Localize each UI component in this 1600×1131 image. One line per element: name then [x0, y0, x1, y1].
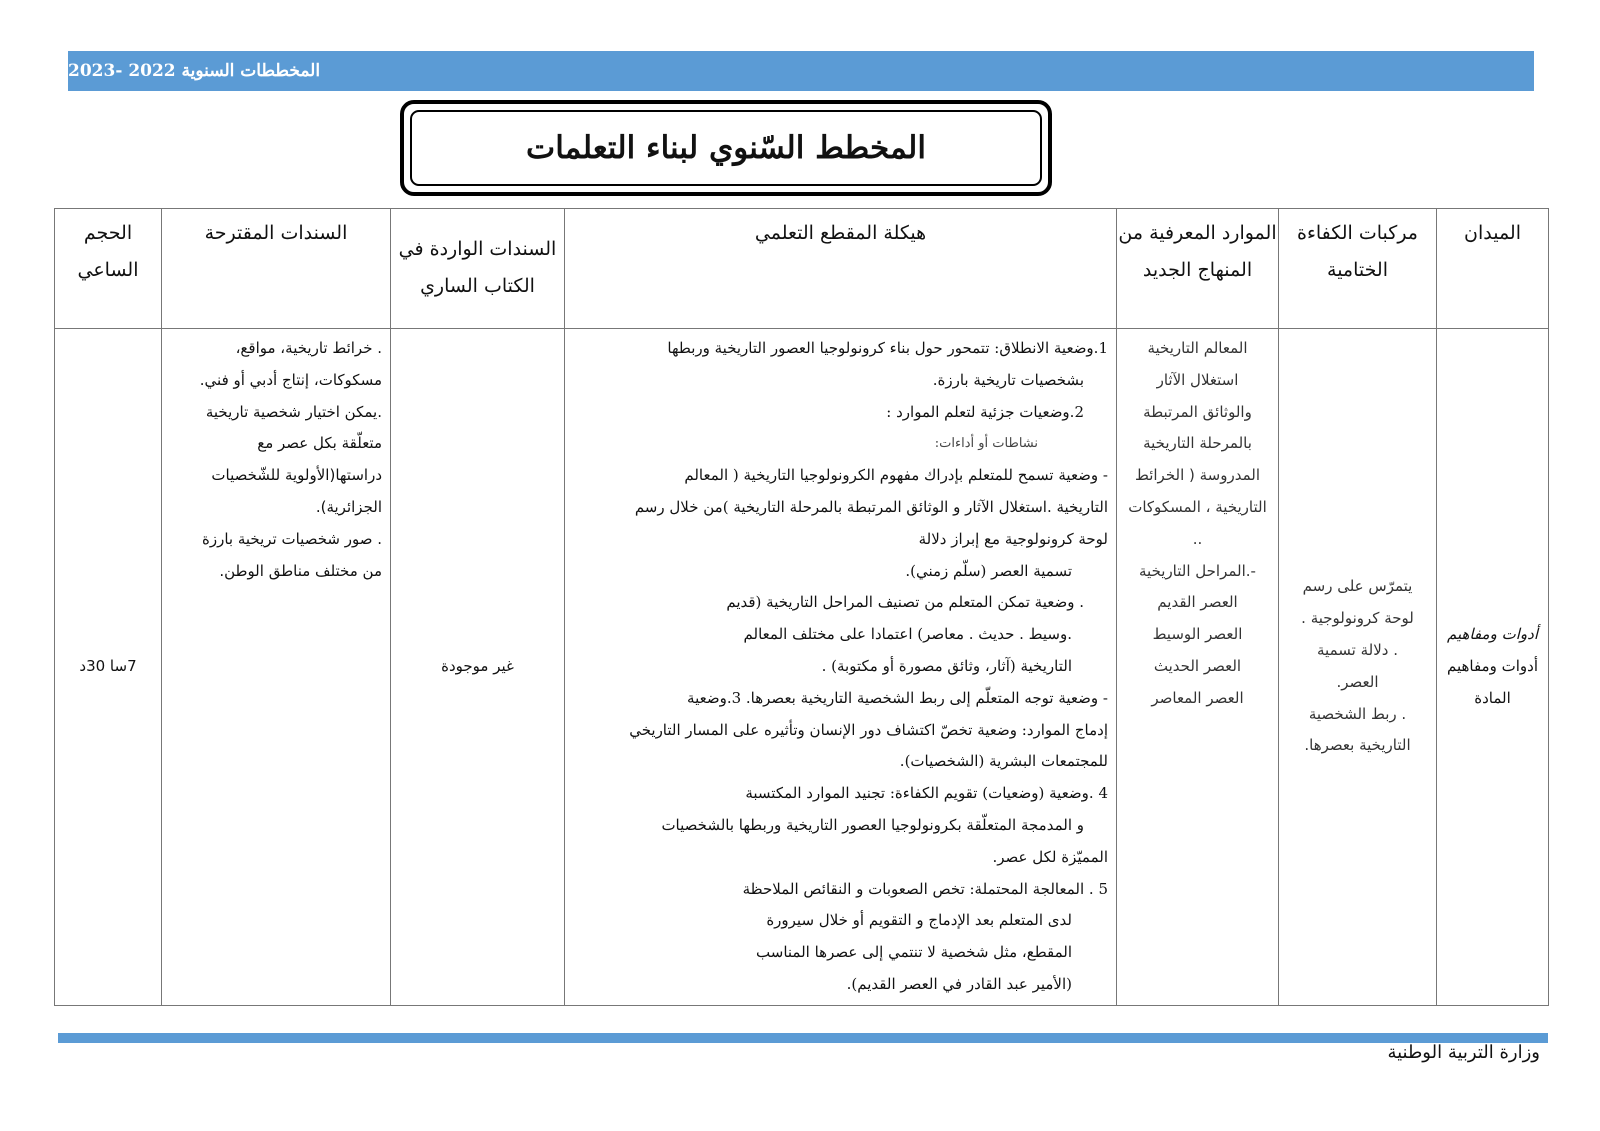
- resource-line: ..: [1192, 529, 1203, 548]
- structure-line: للمجتمعات البشرية (الشخصيات).: [899, 752, 1108, 771]
- resource-line: العصر المعاصر: [1151, 688, 1244, 707]
- structure-line: 5 . المعالجة المحتملة: تخص الصعوبات و النقائص الملاحظة: [742, 879, 1108, 898]
- competence-line: . دلالة تسمية: [1317, 641, 1398, 660]
- cell-suggested-supports: [162, 329, 391, 1006]
- resource-line: -.المراحل التاريخية: [1139, 561, 1256, 580]
- structure-line: إدماج الموارد: وضعية تخصّ اكتشاف دور الإنسان وتأثيره على المسار التاريخي: [629, 720, 1108, 739]
- structure-line: المميّزة لكل عصر.: [992, 847, 1108, 866]
- resource-line: العصر القديم: [1157, 593, 1238, 612]
- title-inner-frame: [410, 110, 1042, 186]
- suggested-line: مسكوكات، إنتاج أدبي أو فني.: [199, 370, 382, 389]
- resource-line: العصر الوسيط: [1152, 625, 1243, 644]
- competence-line: لوحة كرونولوجية .: [1301, 609, 1414, 628]
- page-title: المخطط السّنوي لبناء التعلمات: [526, 130, 926, 166]
- domain-plain: أدوات ومفاهيم المادة: [1446, 656, 1538, 707]
- table-header-row: [55, 209, 1549, 329]
- suggested-line: . خرائط تاريخية، مواقع،: [235, 339, 382, 357]
- competence-line: التاريخية بعصرها.: [1304, 736, 1411, 755]
- cell-structure: [565, 329, 1117, 1006]
- header-title: المخططات السنوية 2022 -2023: [68, 61, 321, 81]
- structure-line: 1.وضعية الانطلاق: تتمحور حول بناء كرونولوجيا العصور التاريخية وربطها: [667, 339, 1108, 357]
- resource-line: المدروسة ( الخرائط: [1134, 466, 1261, 485]
- structure-line: 4 .وضعية (وضعيات) تقويم الكفاءة: تجنيد الموارد المكتسبة: [745, 784, 1108, 803]
- structure-line: .وسيط . حديث . معاصر) اعتمادا على مختلف المعالم: [743, 625, 1072, 644]
- cell-competence: [1279, 329, 1437, 1006]
- competence-line: يتمرّس على رسم: [1302, 577, 1413, 596]
- header-book-supports: السندات الواردة في الكتاب الساري: [391, 209, 565, 329]
- resource-line: والوثائق المرتبطة: [1143, 402, 1252, 421]
- resource-line: بالمرحلة التاريخية: [1143, 434, 1252, 453]
- competence-line: العصر.: [1336, 672, 1379, 691]
- structure-line: التاريخية .استغلال الآثار و الوثائق المرتبطة بالمرحلة التاريخية )من خلال رسم: [634, 497, 1108, 516]
- suggested-line: من مختلف مناطق الوطن.: [219, 561, 382, 580]
- structure-line: (الأمير عبد القادر في العصر القديم).: [846, 974, 1072, 993]
- structure-line: 2.وضعيات جزئية لتعلم الموارد :: [886, 402, 1084, 421]
- resource-line: المعالم التاريخية: [1147, 339, 1248, 357]
- title-frame: [400, 100, 1052, 196]
- header-resources: الموارد المعرفية من المنهاج الجديد: [1117, 209, 1279, 329]
- suggested-line: متعلّقة بكل عصر مع: [257, 434, 382, 453]
- header-domain: الميدان: [1437, 209, 1549, 329]
- suggested-line: .يمكن اختيار شخصية تاريخية: [205, 402, 382, 421]
- structure-line: المقطع، مثل شخصية لا تنتمي إلى عصرها المناسب: [756, 943, 1072, 962]
- structure-line: لدى المتعلم بعد الإدماج و التقويم أو خلال سيرورة: [766, 911, 1072, 930]
- resource-line: استغلال الآثار: [1156, 370, 1239, 389]
- annual-plan-table: [54, 208, 1549, 1006]
- resource-line: التاريخية ، المسكوكات: [1128, 497, 1267, 516]
- structure-line: و المدمجة المتعلّقة بكرونولوجيا العصور التاريخية وربطها بالشخصيات: [661, 815, 1084, 834]
- footer-ministry: وزارة التربية الوطنية: [1387, 1042, 1540, 1063]
- resource-line: العصر الحديث: [1153, 656, 1242, 675]
- header-volume: الحجم الساعي: [55, 209, 162, 329]
- domain-italic: أدوات ومفاهيم: [1446, 625, 1538, 644]
- structure-line: - وضعية توجه المتعلّم إلى ربط الشخصية التاريخية بعصرها. 3.وضعية: [687, 688, 1108, 707]
- structure-line: تسمية العصر (سلّم زمني).: [905, 561, 1072, 580]
- header-bar: [68, 51, 1534, 91]
- header-suggested-supports: السندات المقترحة: [162, 209, 391, 329]
- cell-resources: [1117, 329, 1279, 1006]
- structure-line: . وضعية تمكن المتعلم من تصنيف المراحل التاريخية (قديم: [726, 593, 1084, 612]
- cell-book-supports: غير موجودة: [391, 329, 565, 1006]
- competence-line: . ربط الشخصية: [1308, 704, 1407, 723]
- cell-volume: 7سا 30د: [55, 329, 162, 1006]
- cell-domain: [1437, 329, 1549, 1006]
- suggested-line: . صور شخصيات تريخية بارزة: [201, 529, 382, 548]
- structure-line: لوحة كرونولوجية مع إبراز دلالة: [918, 529, 1108, 548]
- structure-line: التاريخية (آثار، وثائق مصورة أو مكتوبة) .: [821, 656, 1072, 675]
- header-competence: مركبات الكفاءة الختامية: [1279, 209, 1437, 329]
- structure-line: - وضعية تسمح للمتعلم بإدراك مفهوم الكرونولوجيا التاريخية ( المعالم: [684, 466, 1108, 485]
- footer-bar: [58, 1033, 1548, 1043]
- suggested-line: الجزائرية).: [315, 497, 382, 516]
- structure-line: نشاطات أو أداءات:: [934, 436, 1038, 452]
- suggested-line: دراستها(الأولوية للشّخصيات: [211, 466, 382, 485]
- structure-line: بشخصيات تاريخية بارزة.: [932, 370, 1084, 389]
- table-row: [55, 329, 1549, 1006]
- header-structure: هيكلة المقطع التعلمي: [565, 209, 1117, 329]
